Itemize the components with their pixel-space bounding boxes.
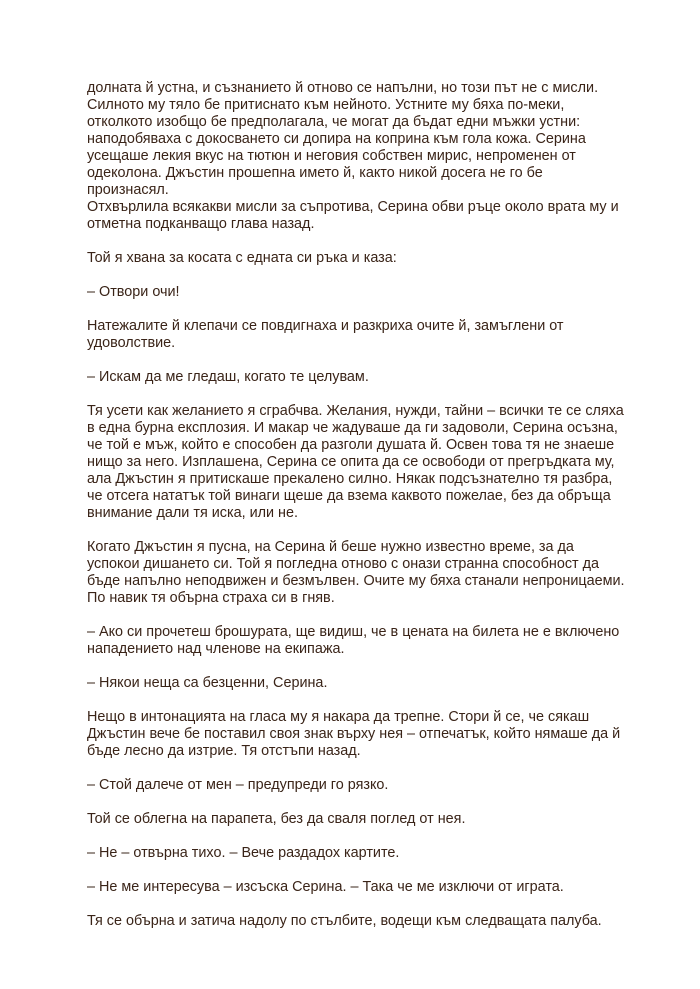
paragraph: – Ако си прочетеш брошурата, ще видиш, че в цената на билета не е включено нападението над членове на екипажа. [87, 624, 620, 657]
paragraph: Когато Джъстин я пусна, на Серина й беше нужно известно време, за да успокои дишането си. Той я погледна отново с онази странна способност да бъде напълно неподвижен и безмълвен. Очите му бяха станали непроницаеми. По навик тя обърна страха си в гняв. [87, 539, 625, 606]
paragraph: – Искам да ме гледаш, когато те целувам. [87, 369, 369, 385]
paragraph: Натежалите й клепачи се повдигнаха и разкриха очите й, замъглени от удоволствие. [87, 318, 564, 351]
paragraph: Той се облегна на парапета, без да сваля поглед от нея. [87, 811, 466, 827]
paragraph: Той я хвана за косата с едната си ръка и каза: [87, 250, 397, 266]
paragraph: долната й устна, и съзнанието й отново се напълни, но този път не с мисли. Силното му тяло бе притиснато към нейното. Устните му бяха по-меки, отколкото изобщо бе предполагала, че могат да бъдат едни мъжки устни: наподобяваха с докосването си допира на коприна към гола кожа. Серина усещаше лекия вкус на тютюн и неговия собствен мирис, непроменен от одеколона. Джъстин прошепна името й, както никой досега не го бе произнасял. Отхвърлила всякакви мисли за съпротива, Серина обви ръце около врата му и отметна подканващо глава назад. [87, 80, 619, 232]
paragraph: Тя усети как желанието я сграбчва. Желания, нужди, тайни – всички те се сляха в една бурна експлозия. И макар че жадуваше да ги задоволи, Серина осъзна, че той е мъж, който е способен да разголи душата й. Освен това тя не знаеше нищо за него. Изплашена, Серина се опита да се освободи от прегръдката му, ала Джъстин я притискаше прекалено силно. Някак подсъзнателно тя разбра, че отсега нататък той винаги щеше да взема каквото пожелае, без да обръща внимание дали тя иска, или не. [87, 403, 624, 521]
paragraph: – Не ме интересува – изсъска Серина. – Така че ме изключи от играта. [87, 879, 564, 895]
paragraph: Тя се обърна и затича надолу по стълбите, водещи към следващата палуба. [87, 913, 602, 929]
paragraph: – Някои неща са безценни, Серина. [87, 675, 328, 691]
document-body [87, 80, 627, 947]
paragraph: – Отвори очи! [87, 284, 180, 300]
paragraph: – Не – отвърна тихо. – Вече раздадох картите. [87, 845, 400, 861]
paragraph: – Стой далече от мен – предупреди го рязко. [87, 777, 389, 793]
paragraph: Нещо в интонацията на гласа му я накара да трепне. Стори й се, че сякаш Джъстин вече бе поставил своя знак върху нея – отпечатък, който нямаше да й бъде лесно да изтрие. Тя отстъпи назад. [87, 709, 621, 759]
